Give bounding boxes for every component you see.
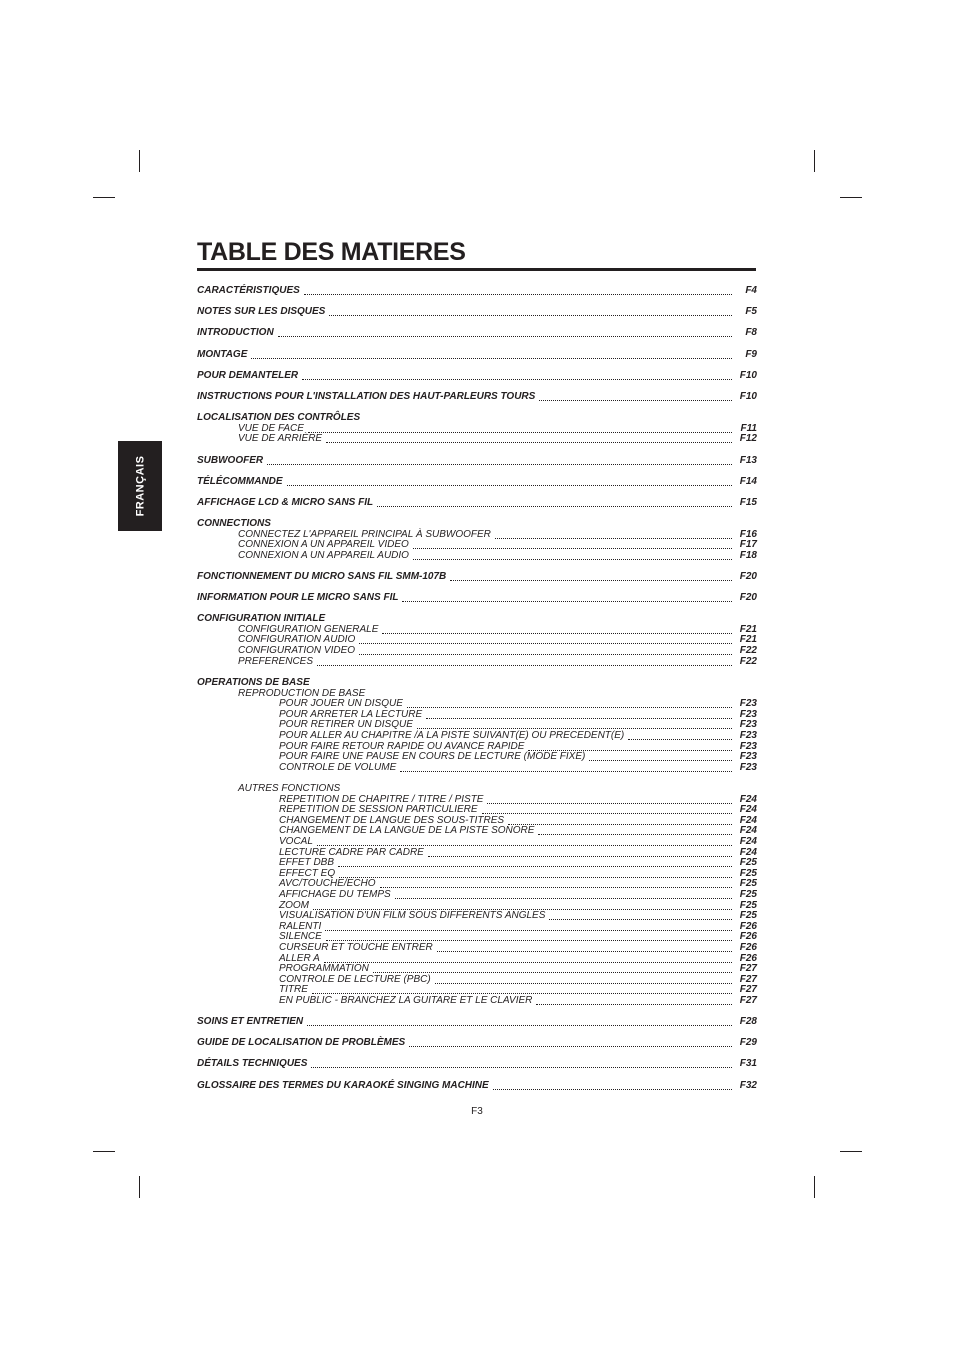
language-tab-label: FRANÇAIS — [134, 455, 146, 517]
toc-entry-page: F29 — [739, 1037, 757, 1048]
toc-dot-leader — [359, 654, 732, 655]
toc-dot-leader — [287, 485, 732, 486]
toc-entry-label: POUR JOUER UN DISQUE — [279, 698, 403, 709]
toc-dot-leader — [380, 887, 733, 888]
toc-entry-page: F24 — [739, 847, 757, 858]
toc-entry-label: RALENTI — [279, 921, 322, 932]
toc-entry-page: F32 — [739, 1080, 757, 1091]
toc-entry[interactable] — [197, 656, 757, 668]
toc-dot-leader — [437, 951, 732, 952]
toc-entry-label: TÉLÉCOMMANDE — [197, 476, 283, 487]
toc-entry-label: DÉTAILS TECHNIQUES — [197, 1058, 308, 1069]
toc-entry-page: F24 — [739, 804, 757, 815]
toc-entry-page: F24 — [739, 836, 757, 847]
toc-entry[interactable] — [197, 762, 757, 774]
toc-entry-label: CHANGEMENT DE LANGUE DES SOUS-TITRES — [279, 815, 505, 826]
toc-dot-leader — [413, 548, 732, 549]
toc-entry-page: F16 — [739, 529, 757, 540]
toc-entry-label: EN PUBLIC - BRANCHEZ LA GUITARE ET LE CLAVIER — [279, 995, 533, 1006]
toc-entry-label: LOCALISATION DES CONTRÔLES — [197, 412, 361, 423]
toc-entry-label: CHANGEMENT DE LA LANGUE DE LA PISTE SONORE — [279, 825, 535, 836]
toc-dot-leader — [402, 601, 732, 602]
toc-dot-leader — [373, 972, 732, 973]
toc-entry-label: POUR ARRETER LA LECTURE — [279, 709, 423, 720]
toc-entry-label: POUR ALLER AU CHAPITRE /A LA PISTE SUIVANT(E) OU PRECEDENT(E) — [279, 730, 625, 741]
toc-entry[interactable] — [197, 391, 757, 403]
toc-entry-label: LECTURE CADRE PAR CADRE — [279, 847, 424, 858]
toc-entry-page: F21 — [739, 634, 757, 645]
toc-entry-page: F28 — [739, 1016, 757, 1027]
toc-entry-label: CONNECTEZ L'APPAREIL PRINCIPAL À SUBWOOFER — [238, 529, 491, 540]
toc-entry-label: AVC/TOUCHE/ECHO — [279, 878, 376, 889]
toc-entry-label: VUE DE ARRIÈRE — [238, 433, 323, 444]
toc-dot-leader — [267, 464, 732, 465]
toc-entry-page: F23 — [739, 751, 757, 762]
crop-mark — [93, 1151, 115, 1152]
toc-entry[interactable] — [197, 476, 757, 488]
language-tab — [118, 441, 162, 531]
toc-entry-page: F24 — [739, 815, 757, 826]
toc-entry[interactable] — [197, 306, 757, 318]
toc-entry-label: CURSEUR ET TOUCHE ENTRER — [279, 942, 433, 953]
toc-entry-page: F25 — [739, 868, 757, 879]
toc-entry-label: VISUALISATION D'UN FILM SOUS DIFFERENTS ANGLES — [279, 910, 546, 921]
toc-entry-label: REPRODUCTION DE BASE — [238, 688, 366, 699]
toc-entry-label: AUTRES FONCTIONS — [238, 783, 341, 794]
toc-dot-leader — [628, 739, 732, 740]
toc-entry[interactable] — [197, 1037, 757, 1049]
toc-entry[interactable] — [197, 285, 757, 297]
toc-entry-label: CONFIGURATION INITIALE — [197, 613, 326, 624]
toc-dot-leader — [549, 919, 732, 920]
toc-entry[interactable] — [197, 455, 757, 467]
crop-mark — [840, 197, 862, 198]
toc-entry-page: F22 — [739, 656, 757, 667]
toc-entry-page: F25 — [739, 889, 757, 900]
toc-entry[interactable] — [197, 995, 757, 1007]
toc-entry-page: F25 — [739, 910, 757, 921]
toc-entry-page: F25 — [739, 878, 757, 889]
toc-entry-page: F5 — [745, 306, 757, 317]
toc-dot-leader — [329, 315, 732, 316]
toc-entry[interactable] — [197, 1016, 757, 1028]
toc-entry[interactable] — [197, 433, 757, 445]
toc-entry-page: F13 — [739, 455, 757, 466]
crop-mark — [814, 150, 815, 172]
toc-dot-leader — [395, 898, 732, 899]
toc-dot-leader — [326, 442, 732, 443]
toc-entry[interactable] — [197, 349, 757, 361]
toc-entry-label: CONTROLE DE LECTURE (PBC) — [279, 974, 431, 985]
toc-entry-page: F9 — [745, 349, 757, 360]
toc-dot-leader — [307, 1025, 732, 1026]
toc-entry-label: REPETITION DE SESSION PARTICULIERE — [279, 804, 478, 815]
toc-entry-label: SOINS ET ENTRETIEN — [197, 1016, 304, 1027]
toc-dot-leader — [377, 506, 732, 507]
toc-entry-page: F26 — [739, 921, 757, 932]
toc-entry-page: F27 — [739, 963, 757, 974]
toc-entry-label: GUIDE DE LOCALISATION DE PROBLÈMES — [197, 1037, 406, 1048]
toc-entry[interactable] — [197, 592, 757, 604]
toc-entry-label: EFFECT EQ — [279, 868, 336, 879]
toc-entry-label: POUR DEMANTELER — [197, 370, 299, 381]
toc-dot-leader — [326, 940, 732, 941]
toc-dot-leader — [359, 643, 732, 644]
toc-dot-leader — [317, 665, 732, 666]
toc-entry-page: F24 — [739, 825, 757, 836]
toc-entry-label: CONTROLE DE VOLUME — [279, 762, 397, 773]
toc-entry-label: CONNEXION A UN APPAREIL AUDIO — [238, 550, 409, 561]
toc-entry[interactable] — [197, 571, 757, 583]
toc-entry[interactable] — [197, 370, 757, 382]
toc-entry-page: F27 — [739, 974, 757, 985]
toc-entry-label: AFFICHAGE LCD & MICRO SANS FIL — [197, 497, 374, 508]
toc-entry-label: VOCAL — [279, 836, 313, 847]
toc-entry-label: INFORMATION POUR LE MICRO SANS FIL — [197, 592, 399, 603]
toc-entry-label: CONNECTIONS — [197, 518, 271, 529]
toc-entry-label: CARACTÉRISTIQUES — [197, 285, 300, 296]
toc-entry-label: POUR FAIRE UNE PAUSE EN COURS DE LECTURE (MODE FIXE) — [279, 751, 586, 762]
toc-entry-page: F31 — [739, 1058, 757, 1069]
toc-entry-page: F23 — [739, 741, 757, 752]
toc-entry-page: F23 — [739, 709, 757, 720]
crop-mark — [814, 1176, 815, 1198]
toc-entry-label: NOTES SUR LES DISQUES — [197, 306, 326, 317]
toc-dot-leader — [409, 1046, 732, 1047]
toc-dot-leader — [407, 707, 732, 708]
toc-entry[interactable] — [197, 550, 757, 562]
page-number: F3 — [471, 1106, 483, 1117]
toc-entry-page: F10 — [739, 370, 757, 381]
toc-entry-page: F8 — [745, 327, 757, 338]
toc-entry-page: F25 — [739, 900, 757, 911]
toc-dot-leader — [413, 559, 732, 560]
toc-entry-label: POUR FAIRE RETOUR RAPIDE OU AVANCE RAPIDE — [279, 741, 525, 752]
toc-entry-label: AFFICHAGE DU TEMPS — [279, 889, 391, 900]
toc-dot-leader — [400, 771, 732, 772]
toc-entry-page: F26 — [739, 931, 757, 942]
toc-entry-page: F26 — [739, 953, 757, 964]
toc-entry-label: PROGRAMMATION — [279, 963, 369, 974]
toc-entry[interactable] — [197, 497, 757, 509]
toc-entry-label: INSTRUCTIONS POUR L'INSTALLATION DES HAUT-PARLEURS TOURS — [197, 391, 536, 402]
toc-entry-page: F24 — [739, 794, 757, 805]
toc-entry-page: F12 — [739, 433, 757, 444]
toc-dot-leader — [417, 728, 732, 729]
toc-entry-label: ALLER A — [279, 953, 320, 964]
toc-entry-page: F14 — [739, 476, 757, 487]
toc-entry-label: REPETITION DE CHAPITRE / TITRE / PISTE — [279, 794, 484, 805]
toc-entry-label: GLOSSAIRE DES TERMES DU KARAOKÉ SINGING MACHINE — [197, 1080, 489, 1091]
toc-entry-page: F11 — [740, 423, 757, 434]
crop-mark — [139, 1176, 140, 1198]
toc-dot-leader — [539, 400, 732, 401]
toc-entry-label: FONCTIONNEMENT DU MICRO SANS FIL SMM-107B — [197, 571, 447, 582]
toc-entry-label: SILENCE — [279, 931, 322, 942]
toc-dot-leader — [278, 336, 732, 337]
toc-entry-label: EFFET DBB — [279, 857, 335, 868]
toc-dot-leader — [317, 845, 732, 846]
toc-dot-leader — [311, 1067, 732, 1068]
toc-entry-label: CONFIGURATION VIDEO — [238, 645, 356, 656]
toc-entry-label: MONTAGE — [197, 349, 248, 360]
toc-entry-page: F20 — [739, 592, 757, 603]
toc-entry-page: F20 — [739, 571, 757, 582]
toc-entry-page: F25 — [739, 857, 757, 868]
toc-entry-label: CONFIGURATION GENERALE — [238, 624, 379, 635]
crop-mark — [139, 150, 140, 172]
toc-entry-page: F15 — [739, 497, 757, 508]
toc-entry-label: PREFERENCES — [238, 656, 314, 667]
toc-entry-page: F17 — [739, 539, 757, 550]
toc-entry-label: SUBWOOFER — [197, 455, 264, 466]
toc-dot-leader — [312, 993, 732, 994]
toc-entry-label: OPERATIONS DE BASE — [197, 677, 310, 688]
toc-entry-page: F18 — [739, 550, 757, 561]
toc-entry-page: F23 — [739, 719, 757, 730]
toc-entry-label: TITRE — [279, 984, 308, 995]
toc-dot-leader — [493, 1089, 732, 1090]
toc-entry-page: F4 — [745, 285, 757, 296]
page-title: TABLE DES MATIERES — [197, 238, 756, 271]
toc-dot-leader — [482, 813, 732, 814]
toc-entry-page: F23 — [739, 698, 757, 709]
toc-dot-leader — [450, 580, 732, 581]
toc-dot-leader — [302, 379, 732, 380]
toc-entry[interactable] — [197, 1058, 757, 1070]
toc-entry[interactable] — [197, 327, 757, 339]
toc-entry-page: F10 — [739, 391, 757, 402]
toc-entry-page: F23 — [739, 762, 757, 773]
toc-dot-leader — [304, 294, 732, 295]
toc-entry-page: F21 — [739, 624, 757, 635]
toc-entry-page: F26 — [739, 942, 757, 953]
toc-entry-page: F22 — [739, 645, 757, 656]
toc-dot-leader — [338, 866, 732, 867]
toc-entry-page: F27 — [739, 984, 757, 995]
crop-mark — [840, 1151, 862, 1152]
toc-dot-leader — [536, 1004, 732, 1005]
crop-mark — [93, 197, 115, 198]
toc-dot-leader — [538, 834, 732, 835]
toc-entry[interactable] — [197, 1080, 757, 1092]
toc-dot-leader — [251, 358, 732, 359]
toc-entry-label: POUR RETIRER UN DISQUE — [279, 719, 413, 730]
toc-dot-leader — [589, 760, 732, 761]
toc-entry-label: CONNEXION A UN APPAREIL VIDEO — [238, 539, 409, 550]
toc-entry-label: INTRODUCTION — [197, 327, 274, 338]
toc-entry-page: F27 — [739, 995, 757, 1006]
toc-entry-page: F23 — [739, 730, 757, 741]
toc-entry-label: CONFIGURATION AUDIO — [238, 634, 356, 645]
toc-entry-label: VUE DE FACE — [238, 423, 304, 434]
toc-entry-label: ZOOM — [279, 900, 309, 911]
